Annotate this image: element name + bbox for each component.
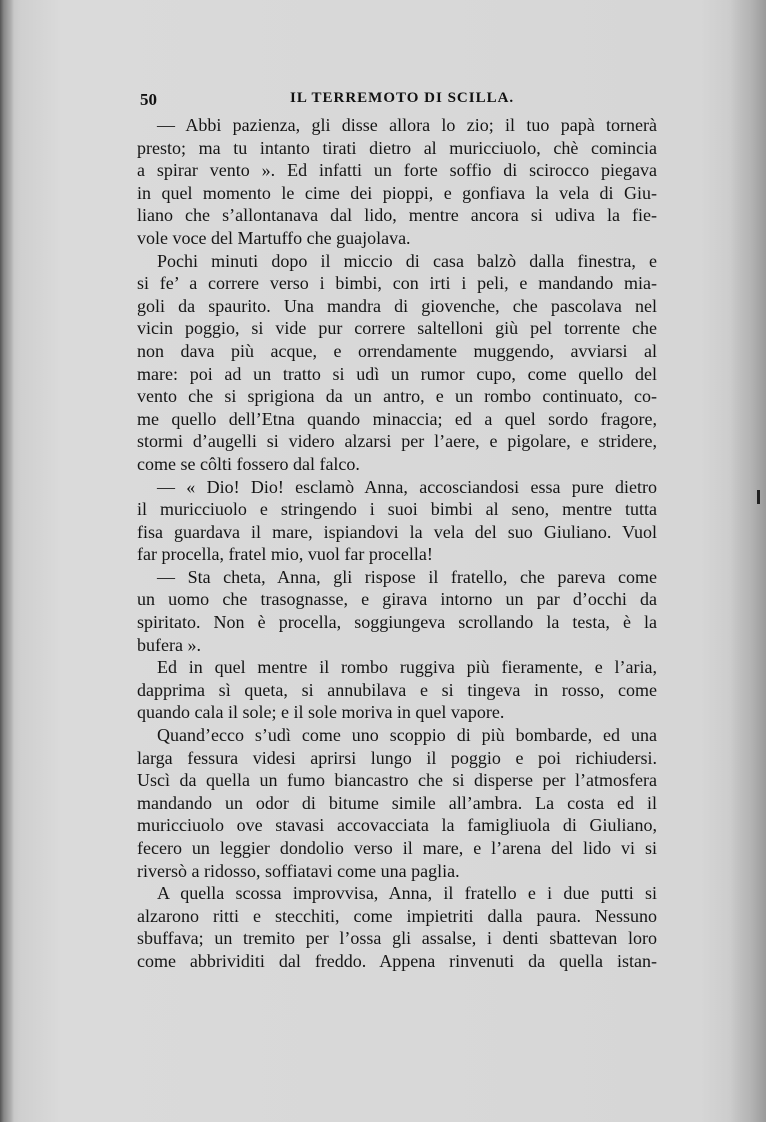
- text-line: Pochi minuti dopo il miccio di casa balzò dalla finestra, e: [157, 250, 657, 271]
- page-number: 50: [140, 90, 157, 109]
- text-line: — Sta cheta, Anna, gli rispose il fratello, che pareva come: [157, 566, 657, 587]
- paragraph: [137, 724, 657, 882]
- paragraph: [137, 656, 657, 724]
- text-line: bufera ».: [137, 634, 201, 655]
- margin-mark: [757, 490, 760, 504]
- text-line: A quella scossa improvvisa, Anna, il fratello e i due putti si: [157, 883, 657, 904]
- text-line: alzarono ritti e stecchiti, come impietriti dalla paura. Nessuno: [137, 905, 657, 926]
- text-line: mare: poi ad un tratto si udì un rumor cupo, come quello del: [137, 363, 657, 384]
- body-text: [137, 114, 657, 973]
- paragraph: [137, 476, 657, 566]
- text-line: come abbrividiti dal freddo. Appena rinvenuti da quella istan-: [137, 950, 657, 971]
- paragraph: [137, 882, 657, 972]
- text-line: stormi d’augelli si videro alzarsi per l’aere, e pigolare, e stridere,: [137, 431, 657, 452]
- running-title: IL TERREMOTO DI SCILLA.: [290, 90, 515, 106]
- text-line: non dava più acque, e orrendamente muggendo, avviarsi al: [137, 340, 657, 361]
- text-line: me quello dell’Etna quando minaccia; ed a quel sordo fragore,: [137, 408, 657, 429]
- text-line: un uomo che trasognasse, e girava intorno un par d’occhi da: [137, 589, 657, 610]
- text-line: fisa guardava il mare, ispiandovi la vela del suo Giuliano. Vuol: [137, 521, 657, 542]
- text-line: muricciuolo ove stavasi accovacciata la famigliuola di Giuliano,: [137, 815, 657, 836]
- paragraph: [137, 566, 657, 656]
- text-line: quando cala il sole; e il sole moriva in quel vapore.: [137, 702, 505, 723]
- text-line: liano che s’allontanava dal lido, mentre ancora si udiva la fie-: [137, 205, 657, 226]
- text-line: a spirar vento ». Ed infatti un forte soffio di scirocco piegava: [137, 160, 657, 181]
- running-header: [140, 90, 660, 112]
- text-line: goli da spaurito. Una mandra di giovenche, che pascolava nel: [137, 295, 657, 316]
- paragraph: [137, 250, 657, 476]
- text-line: Uscì da quella un fumo biancastro che si disperse per l’atmosfera: [137, 770, 657, 791]
- text-line: il muricciuolo e stringendo i suoi bimbi al seno, mentre tutta: [137, 499, 657, 520]
- text-line: vento che si sprigiona da un antro, e un rombo continuato, co-: [137, 386, 657, 407]
- text-line: spiritato. Non è procella, soggiungeva scrollando la testa, è la: [137, 612, 657, 633]
- text-line: presto; ma tu intanto tirati dietro al muricciuolo, chè comincia: [137, 137, 657, 158]
- text-line: far procella, fratel mio, vuol far procella!: [137, 544, 433, 565]
- text-line: mandando un odor di bitume simile all’ambra. La costa ed il: [137, 792, 657, 813]
- text-line: riversò a ridosso, soffiatavi come una paglia.: [137, 860, 460, 881]
- text-line: dapprima sì queta, si annubilava e si tingeva in rosso, come: [137, 679, 657, 700]
- text-line: Ed in quel mentre il rombo ruggiva più fieramente, e l’aria,: [157, 657, 657, 678]
- text-line: — « Dio! Dio! esclamò Anna, accosciandosi essa pure dietro: [157, 476, 657, 497]
- text-line: sbuffava; un tremito per l’ossa gli assalse, i denti sbattevan loro: [137, 928, 657, 949]
- text-line: — Abbi pazienza, gli disse allora lo zio; il tuo papà tornerà: [157, 115, 657, 135]
- text-line: vole voce del Martuffo che guajolava.: [137, 227, 411, 248]
- text-line: come se côlti fossero dal falco.: [137, 453, 360, 474]
- text-line: si fe’ a correre verso i bimbi, con irti i peli, e mandando mia-: [137, 273, 657, 294]
- page-edge: [730, 0, 766, 1122]
- text-line: Quand’ecco s’udì come uno scoppio di più bombarde, ed una: [157, 725, 657, 746]
- paragraph: [137, 114, 657, 250]
- text-line: vicin poggio, si vide pur correre saltelloni giù pel torrente che: [137, 318, 657, 339]
- spine-shadow: [0, 0, 14, 1122]
- text-line: larga fessura videsi aprirsi lungo il poggio e poi richiudersi.: [137, 747, 657, 768]
- text-line: fecero un leggier dondolio verso il mare, e l’arena del lido vi si: [137, 838, 657, 858]
- text-line: in quel momento le cime dei pioppi, e gonfiava la vela di Giu-: [137, 182, 657, 203]
